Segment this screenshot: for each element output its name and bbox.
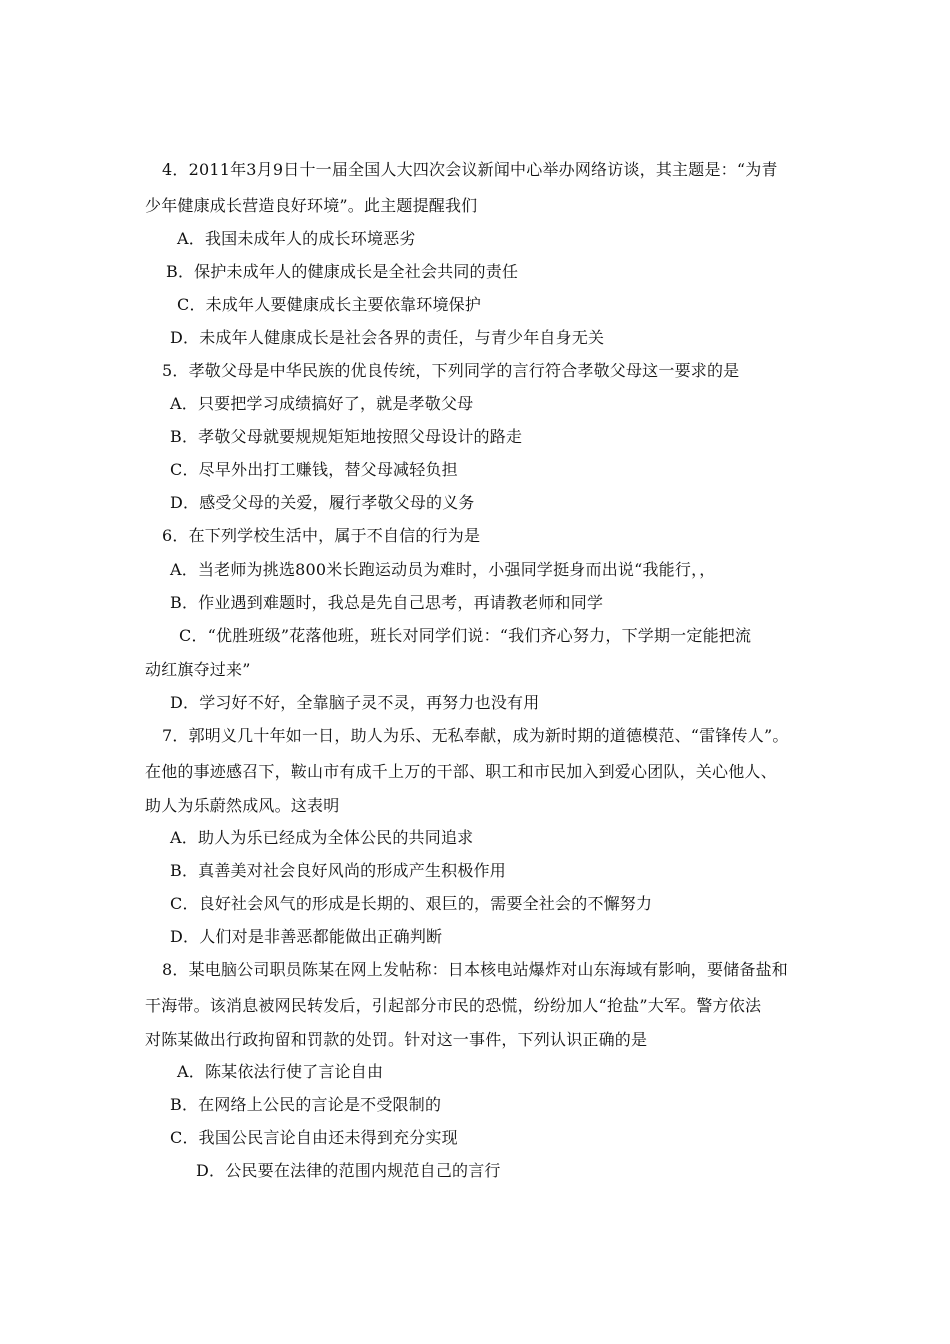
q7-option-a: A．助人为乐已经成为全体公民的共同追求 bbox=[170, 828, 474, 847]
q6-option-b: B．作业遇到难题时，我总是先自己思考，再请教老师和同学 bbox=[170, 593, 604, 612]
q8-stem-line-3: 对陈某做出行政拘留和罚款的处罚。针对这一事件，下列认识正确的是 bbox=[145, 1030, 648, 1049]
q4-option-b: B．保护未成年人的健康成长是全社会共同的责任 bbox=[166, 262, 519, 281]
q7-stem-line-1: 7．郭明义几十年如一日，助人为乐、无私奉献，成为新时期的道德模范、“雷锋传人”。 bbox=[162, 726, 789, 745]
q8-option-d: D．公民要在法律的范围内规范自己的言行 bbox=[196, 1161, 501, 1180]
q4-option-c: C．未成年人要健康成长主要依靠环境保护 bbox=[177, 295, 482, 314]
q6-stem-line-1: 6．在下列学校生活中，属于不自信的行为是 bbox=[162, 526, 481, 545]
q6-option-c-line-1: C．“优胜班级”花落他班，班长对同学们说：“我们齐心努力，下学期一定能把流 bbox=[179, 626, 752, 645]
q8-stem-line-2: 干海带。该消息被网民转发后，引起部分市民的恐慌，纷纷加人“抢盐”大军。警方依法 bbox=[145, 996, 762, 1015]
q7-stem-line-3: 助人为乐蔚然成风。这表明 bbox=[145, 796, 340, 815]
q6-option-c-line-2: 动红旗夺过来” bbox=[145, 660, 251, 679]
q5-option-b: B．孝敬父母就要规规矩矩地按照父母设计的路走 bbox=[170, 427, 523, 446]
q4-option-d: D．未成年人健康成长是社会各界的责任，与青少年自身无关 bbox=[170, 328, 605, 347]
q8-option-b: B．在网络上公民的言论是不受限制的 bbox=[170, 1095, 442, 1114]
q4-stem-line-2: 少年健康成长营造良好环境”。此主题提醒我们 bbox=[145, 196, 478, 215]
q7-option-d: D．人们对是非善恶都能做出正确判断 bbox=[170, 927, 443, 946]
q7-option-c: C．良好社会风气的形成是长期的、艰巨的，需要全社会的不懈努力 bbox=[170, 894, 653, 913]
q7-stem-line-2: 在他的事迹感召下，鞍山市有成千上万的干部、职工和市民加入到爱心团队，关心他人、 bbox=[145, 762, 777, 781]
q5-option-d: D．感受父母的关爱，履行孝敬父母的义务 bbox=[170, 493, 475, 512]
q4-stem-line-1: 4．2011年3月9日十一届全国人大四次会议新闻中心举办网络访谈，其主题是：“为青 bbox=[162, 160, 778, 179]
q5-option-a: A．只要把学习成绩搞好了，就是孝敬父母 bbox=[170, 394, 474, 413]
q8-option-a: A．陈某依法行使了言论自由 bbox=[177, 1062, 384, 1081]
q6-option-a: A．当老师为挑选800米长跑运动员为难时，小强同学挺身而出说“我能行，， bbox=[170, 560, 716, 579]
q8-option-c: C．我国公民言论自由还未得到充分实现 bbox=[170, 1128, 458, 1147]
q5-option-c: C．尽早外出打工赚钱，替父母减轻负担 bbox=[170, 460, 458, 479]
q8-stem-line-1: 8．某电脑公司职员陈某在网上发帖称：日本核电站爆炸对山东海域有影响，要储备盐和 bbox=[162, 960, 788, 979]
q6-option-d: D．学习好不好，全靠脑子灵不灵，再努力也没有用 bbox=[170, 693, 540, 712]
q7-option-b: B．真善美对社会良好风尚的形成产生积极作用 bbox=[170, 861, 506, 880]
q4-option-a: A．我国未成年人的成长环境恶劣 bbox=[177, 229, 416, 248]
q5-stem-line-1: 5．孝敬父母是中华民族的优良传统，下列同学的言行符合孝敬父母这一要求的是 bbox=[162, 361, 740, 380]
